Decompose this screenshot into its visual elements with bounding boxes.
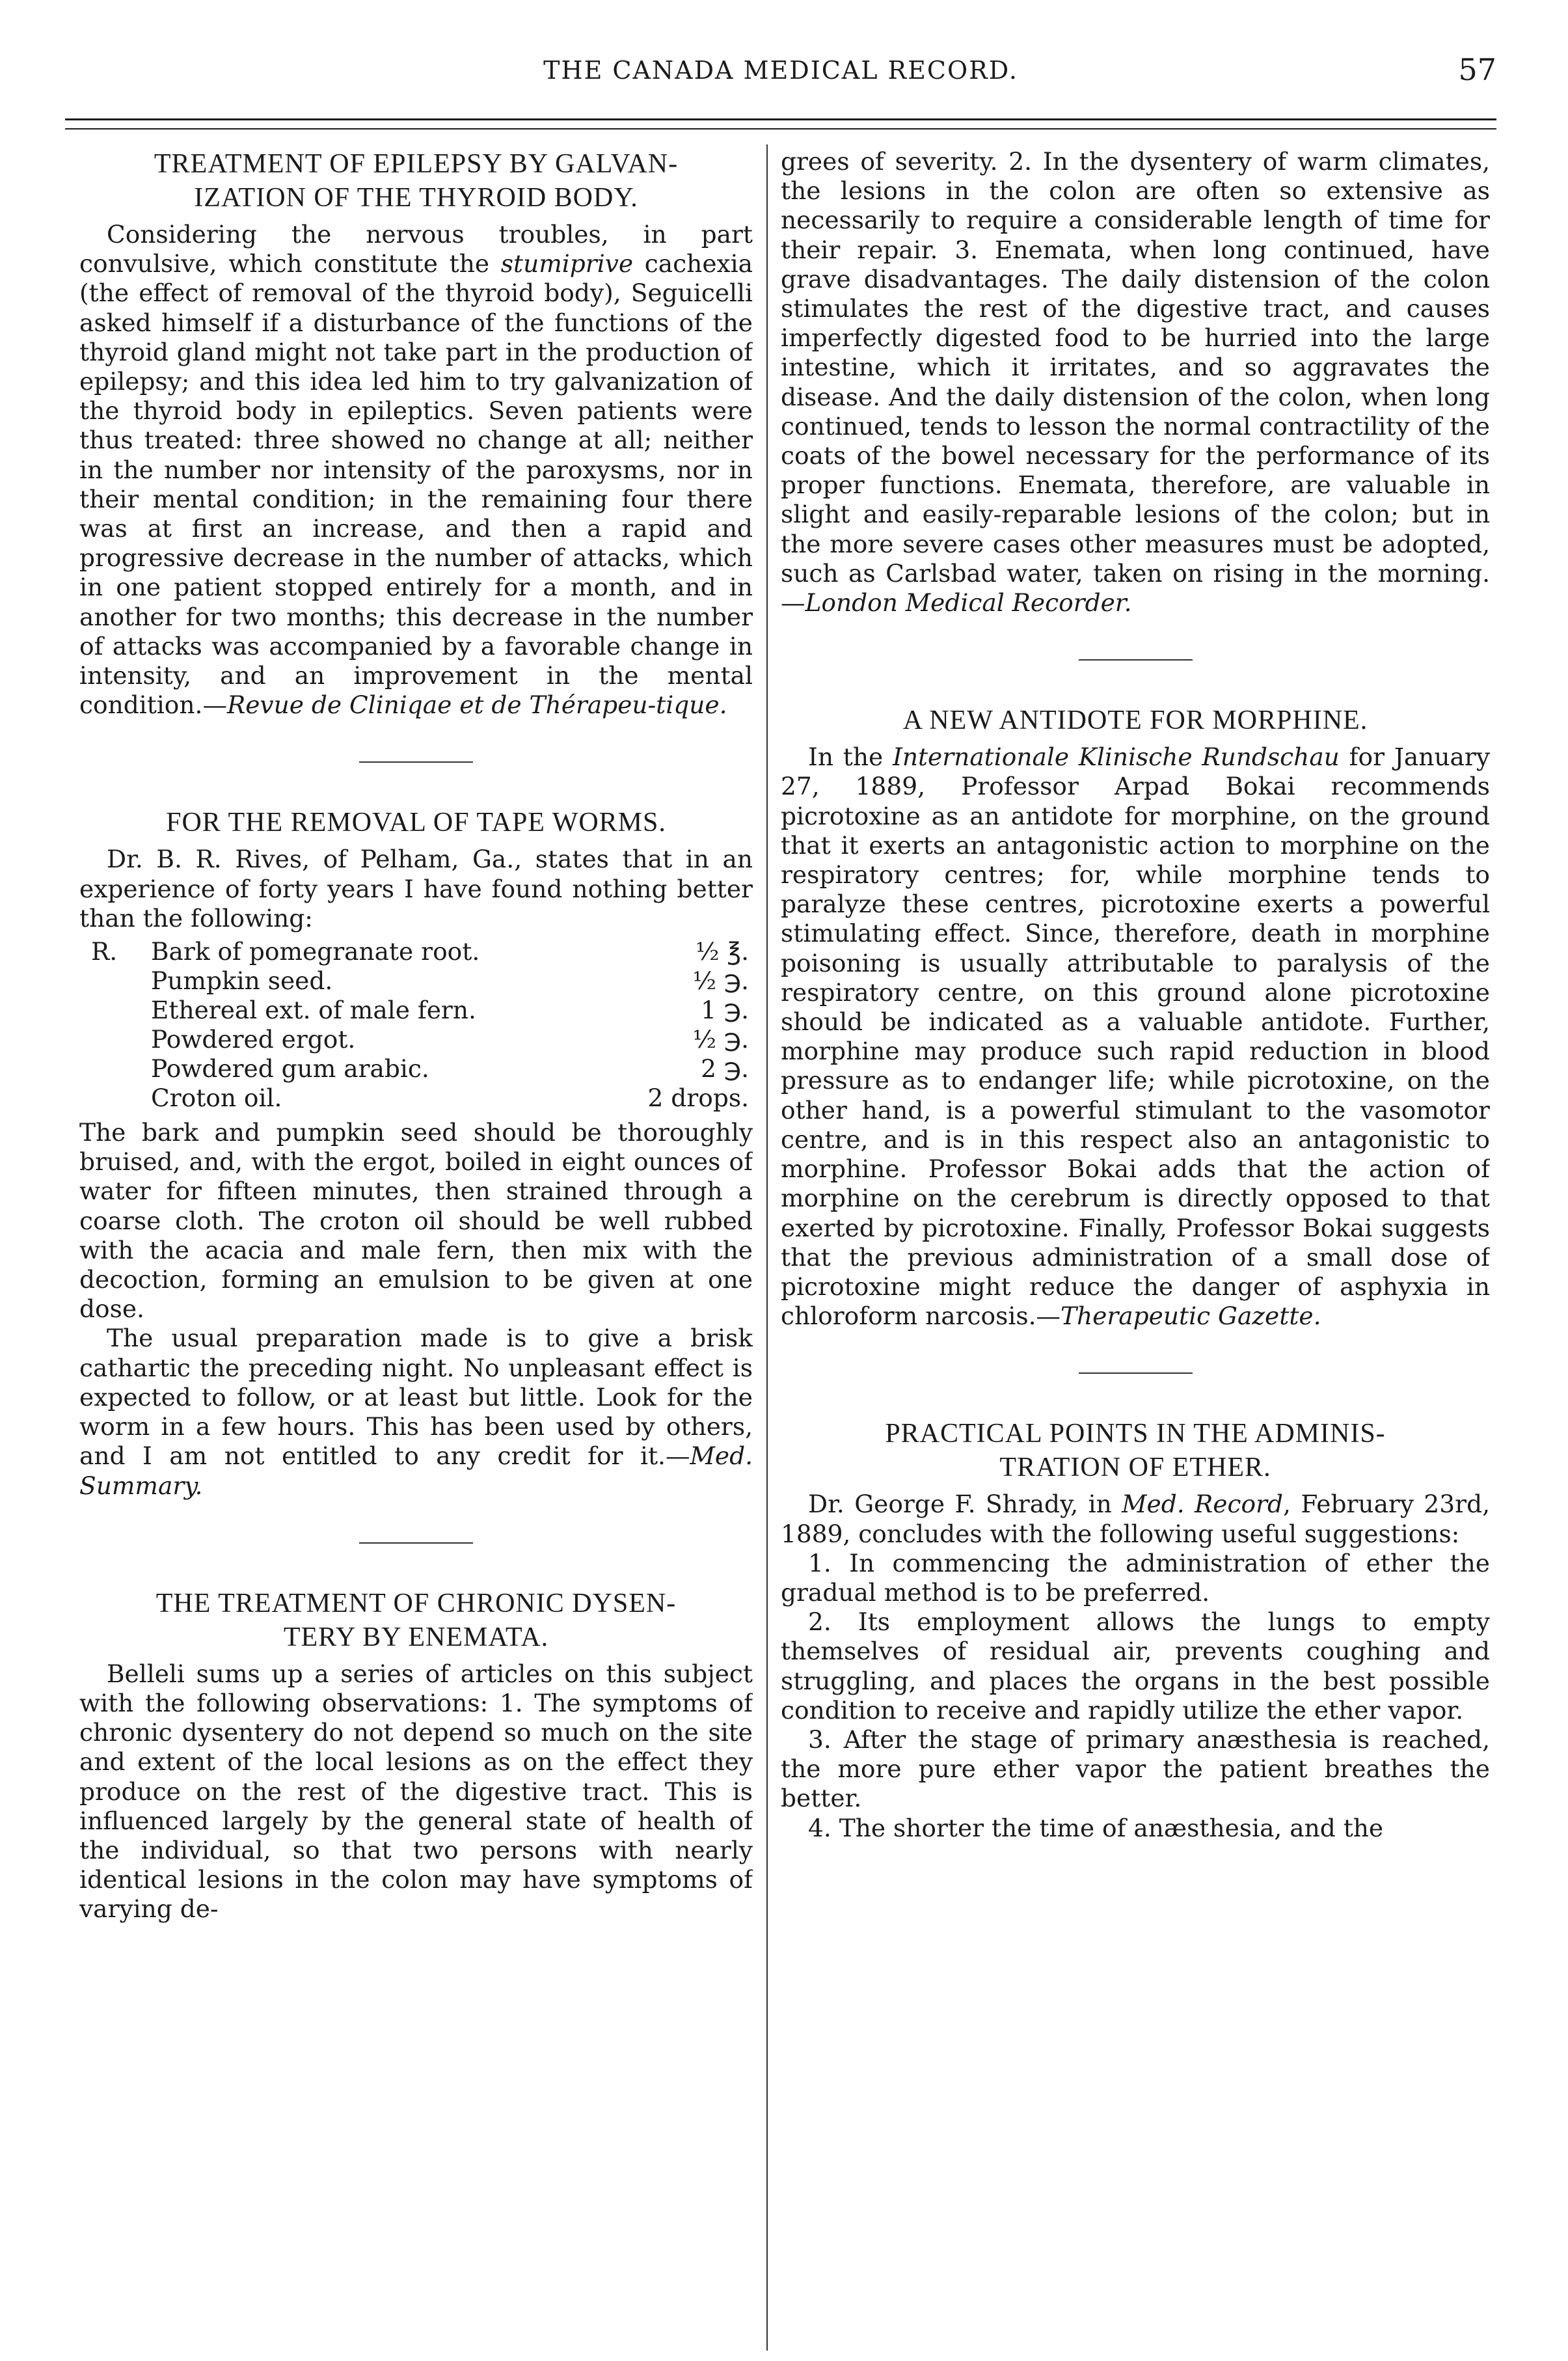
article-intro-tapeworms: Dr. B. R. Rives, of Pelham, Ga., states that in an experience of forty years I have found nothing better than the following:: [79, 845, 753, 933]
list-item: 2. Its employment allows the lungs to empty themselves of residual air, prevents coughing and struggling, and places the organs in the best possible condition to receive and rapidly utilize the ether vapor.: [781, 1607, 1490, 1725]
article-title-morphine: A NEW ANTIDOTE FOR MORPHINE.: [902, 705, 1368, 736]
article-title-tapeworms: FOR THE REMOVAL OF TAPE WORMS.: [166, 808, 666, 838]
article-title-dysentery: THE TREATMENT OF CHRONIC DYSEN- TERY BY ENEMATA.: [155, 1588, 677, 1652]
article-body-epilepsy: Considering the nervous troubles, in part convulsive, which constitute the stumiprive cachexia (the effect of removal of the thyroid body), Seguicelli asked himself if a disturbance of the functions of the thyroid gland might not take part in the production of epilepsy; and this idea led him to try galvanization of the thyroid body in epileptics. Seven patients were thus treated: three showed no change at all; neither in the number nor intensity of the paroxysms, nor in their mental condition; in the remaining four there was at first an increase, and then a rapid and progressive decrease in the number of attacks, which in one patient stopped entirely for a month, and in another for two months; this decrease in the number of attacks was accompanied by a favorable change in intensity, and an improvement in the mental condition.—Revue de Cliniqae et de Thérapeu-tique.: [79, 220, 753, 720]
article-body-tapeworms: The bark and pumpkin seed should be thoroughly bruised, and, with the ergot, boiled in eight ounces of water for fifteen minutes, then strained through a coarse cloth. The croton oil should be well rubbed with the acacia and male fern, then mix with the decoction, forming an emulsion to be given at one dose.: [79, 1118, 753, 1324]
running-title: THE CANADA MEDICAL RECORD.: [543, 56, 1018, 85]
list-item: 3. After the stage of primary anæsthesia is reached, the more pure ether vapor the patient breathes the better.: [781, 1725, 1490, 1813]
article-title-epilepsy: TREATMENT OF EPILEPSY BY GALVAN- IZATION OF THE THYROID BODY.: [154, 149, 679, 213]
list-item: 1. In commencing the administration of ether the gradual method is to be preferred.: [781, 1548, 1490, 1607]
prescription-row: Pumpkin seed. ½ ℈.: [151, 966, 749, 996]
list-item: 4. The shorter the time of anæsthesia, and the: [808, 1813, 1384, 1842]
column-divider: [766, 144, 768, 2351]
recipe-symbol: R.: [91, 937, 118, 966]
section-divider: [1079, 1372, 1193, 1374]
prescription-row: Powdered gum arabic. 2 ℈.: [151, 1054, 749, 1084]
header-double-rule: [65, 118, 1496, 130]
source-citation: Revue de Cliniqae et de Thérapeu-tique.: [226, 690, 727, 720]
article-body-dysentery-continued: grees of severity. 2. In the dysentery of warm climates, the lesions in the colon are often so extensive as necessarily to require a considerable length of time for their repair. 3. Enemata, when long continued, have grave disadvantages. The daily distension of the colon stimulates the rest of the digestive tract, and causes imperfectly digested food to be hurried into the large intestine, which it irritates, and so aggravates the disease. And the daily distension of the colon, when long continued, tends to lesson the normal contractility of the coats of the bowel necessary for the performance of its proper functions. Enemata, therefore, are valuable in slight and easily-reparable lesions of the colon; but in the more severe cases other measures must be adopted, such as Carlsbad water, taken on rising in the morning.—London Medical Recorder.: [781, 147, 1490, 618]
section-divider: [1079, 659, 1193, 661]
section-divider: [359, 761, 473, 763]
prescription-row: R. Bark of pomegranate root. ½ ℥.: [79, 937, 753, 966]
prescription-row: Ethereal ext. of male fern. 1 ℈.: [151, 996, 749, 1025]
page-header: [65, 52, 1496, 102]
article-body-morphine: In the Internationale Klinische Rundschau for January 27, 1889, Professor Arpad Bokai recommends picrotoxine as an antidote for morphine, on the ground that it exerts an antagonistic action to morphine on the respiratory centres; for, while morphine tends to paralyze these centres, picrotoxine exerts a powerful stimulating effect. Since, therefore, death in morphine poisoning is usually attributable to paralysis of the respiratory centre, on this ground alone picrotoxine should be indicated as a valuable antidote. Further, morphine may produce such rapid reduction in blood pressure as to endanger life; while picrotoxine, on the other hand, is a powerful stimulant to the vasomotor centre, and is in this respect also an antagonistic to morphine. Professor Bokai adds that the action of morphine on the cerebrum is directly opposed to that exerted by picrotoxine. Finally, Professor Bokai suggests that the previous administration of a small dose of picrotoxine might reduce the danger of asphyxia in chloroform narcosis.—Therapeutic Gazette.: [781, 743, 1490, 1331]
article-body-dysentery: Belleli sums up a series of articles on this subject with the following observations: 1. The symptoms of chronic dysentery do not depend so much on the site and extent of the local lesions as on the effect they produce on the rest of the digestive tract. This is influenced largely by the general state of health of the individual, so that two persons with nearly identical lesions in the colon may have symptoms of varying de-: [79, 1659, 753, 1924]
article-title-ether: PRACTICAL POINTS IN THE ADMINIS- TRATION OF ETHER.: [885, 1419, 1386, 1483]
prescription-row: Croton oil. 2 drops.: [151, 1084, 749, 1113]
section-divider: [359, 1542, 473, 1544]
article-body-tapeworms-2: The usual preparation made is to give a brisk cathartic the preceding night. No unpleasant effect is expected to follow, or at least but little. Look for the worm in a few hours. This has been used by others, and I am not entitled to any credit for it.—Med. Summary.: [79, 1324, 753, 1500]
right-column: [781, 147, 1490, 2353]
left-column: [79, 147, 753, 2353]
source-citation: London Medical Recorder.: [805, 588, 1132, 618]
prescription-list: [79, 937, 753, 1113]
prescription-row: Powdered ergot. ½ ℈.: [151, 1025, 749, 1054]
article-intro-ether: Dr. George F. Shrady, in Med. Record, February 23rd, 1889, concludes with the following useful suggestions:: [781, 1490, 1490, 1548]
source-citation: Therapeutic Gazette.: [1061, 1302, 1321, 1331]
page-number: 57: [1458, 52, 1496, 87]
source-citation: Med. Summary.: [79, 1441, 753, 1500]
